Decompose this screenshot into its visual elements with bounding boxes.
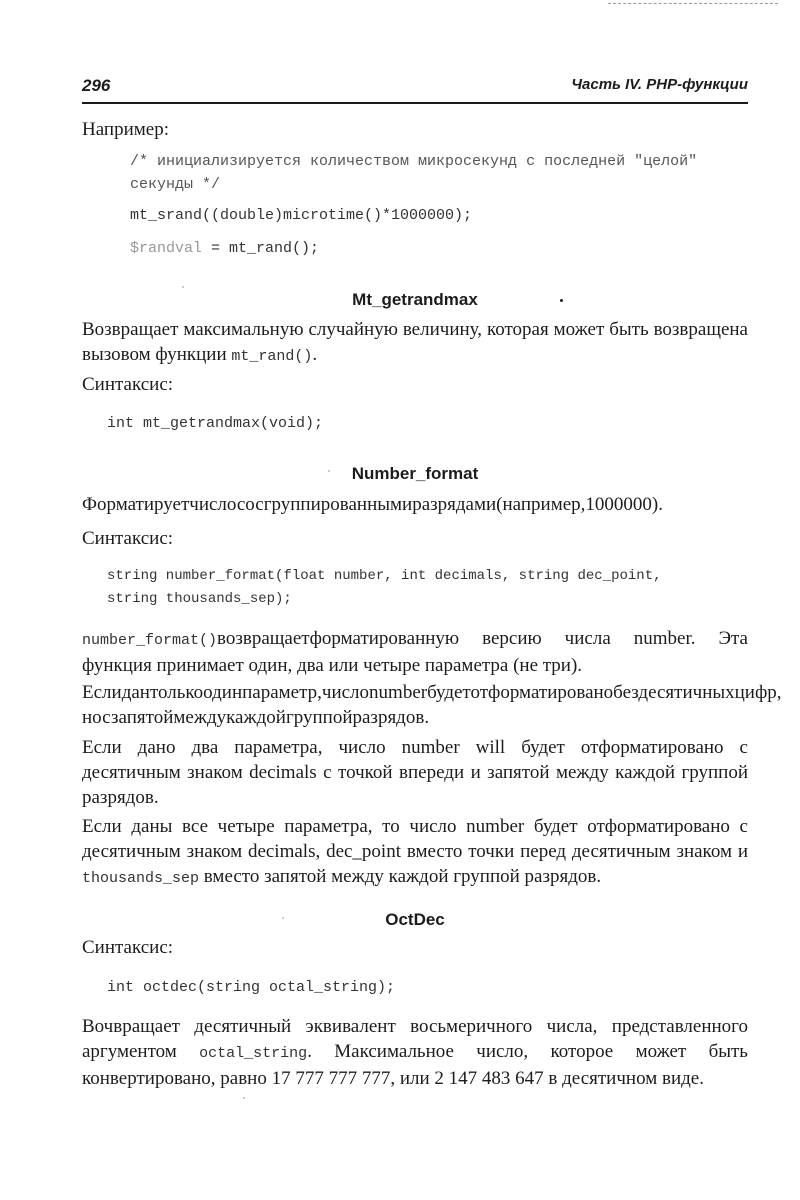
- code-srand-line: mt_srand((double)microtime()*1000000);: [130, 207, 473, 224]
- octdec-syntax: int octdec(string octal_string);: [107, 979, 396, 996]
- section-heading-octdec: OctDec: [385, 910, 445, 929]
- number-format-para4-text: Если даны все четыре параметра, то число number будет отформатировано с десятичным знаком decimals, dec_point вместо точки перед десятичным знаком и: [82, 816, 748, 862]
- example-label: Например:: [82, 119, 169, 140]
- mt-getrandmax-desc-end: .: [312, 344, 318, 365]
- scan-speck: [182, 286, 184, 288]
- number-format-para1-text: возвращаетформатированную версию числа number. Эта функция принимает один, два или четыре параметра (не три).: [82, 628, 748, 676]
- number-format-paragraph-1: [82, 626, 748, 678]
- scan-dot: [560, 299, 563, 302]
- octdec-desc-end: . Максимальное число, которое может быть конвертировано, равно 17 777 777 777, или 2 147 483 647 в десятичном виде.: [82, 1041, 748, 1089]
- number-format-description: Форматируетчислососгруппированнымиразрядами(например,1000000).: [82, 494, 663, 515]
- code-comment-line-1: /* инициализируется количеством микросекунд с последней "целой": [130, 153, 698, 170]
- number-format-syntax-line-1: string number_format(float number, int decimals, string dec_point,: [107, 568, 662, 584]
- octdec-desc-text: Вочвращает десятичный эквивалент восьмеричного числа, представленного аргументом: [82, 1016, 748, 1062]
- scan-edge-marks: [608, 3, 778, 7]
- code-rand-line: [130, 240, 319, 257]
- section-heading-mt-getrandmax: Mt_getrandmax: [352, 290, 478, 309]
- number-format-paragraph-2: Еслидантолькоодинпараметр,числоnumberбудетотформатированобездесятичныхцифр, носзапятоймеждукаждойгруппойразрядов.: [82, 682, 782, 728]
- running-title: Часть IV. PHP-функции: [571, 76, 748, 93]
- section-heading-number-format: Number_format: [351, 464, 479, 483]
- syntax-label: Синтаксис:: [82, 374, 174, 395]
- number-format-inline-code: number_format(): [82, 632, 218, 649]
- page-number: 296: [82, 76, 111, 95]
- mt-getrandmax-description: [82, 317, 748, 369]
- syntax-label: Синтаксис:: [82, 528, 174, 549]
- syntax-label: Синтаксис:: [82, 937, 174, 958]
- number-format-para4-end: вместо запятой между каждой группой разрядов.: [199, 866, 602, 887]
- number-format-paragraph-3: Если дано два параметра, число number will будет отформатировано с десятичным знаком decimals с точкой впереди и запятой между каждой группой разрядов.: [82, 737, 748, 808]
- mt-getrandmax-syntax: int mt_getrandmax(void);: [107, 415, 324, 432]
- number-format-paragraph-4: [82, 814, 748, 891]
- page-header: [82, 76, 748, 104]
- scan-speck: [243, 1097, 245, 1099]
- mt-rand-inline-code: mt_rand(): [231, 348, 313, 365]
- thousands-sep-inline-code: thousands_sep: [82, 870, 200, 887]
- code-assignment: = mt_rand();: [202, 240, 320, 257]
- mt-getrandmax-desc-text: Возвращает максимальную случайную величину, которая может быть возвращена вызовом функции: [82, 319, 748, 365]
- octdec-description: [82, 1014, 748, 1091]
- code-variable: $randval: [130, 240, 203, 257]
- number-format-syntax-line-2: string thousands_sep);: [107, 591, 292, 607]
- code-comment-line-2: секунды */: [130, 176, 221, 193]
- octal-string-inline-code: octal_string: [199, 1045, 308, 1062]
